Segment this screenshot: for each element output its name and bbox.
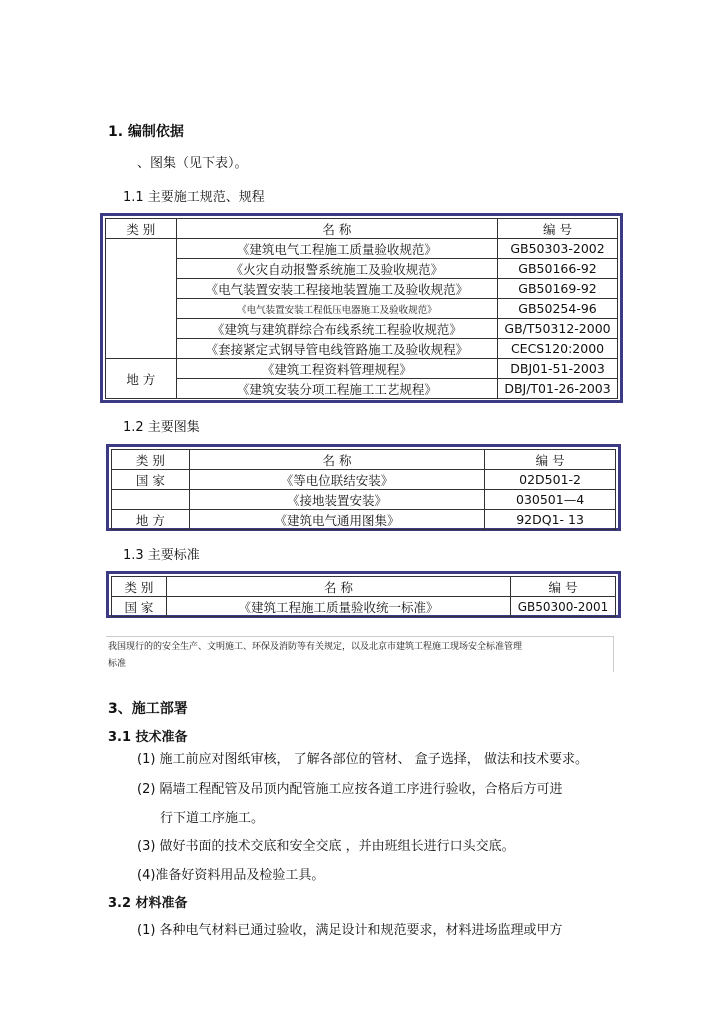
table-cell-name: 《电气装置安装工程接地装置施工及验收规范》: [176, 279, 497, 299]
list-item: (1) 施工前应对图纸审核， 了解各部位的管材、 盒子选择， 做法和技术要求。: [137, 752, 588, 767]
atlas-table: [111, 449, 616, 530]
header-category: 类 别: [112, 450, 190, 470]
table-cell-name: 《电气装置安装工程低压电器施工及验收规范》: [176, 299, 497, 319]
header-name: 名 称: [189, 450, 484, 470]
table-row: [112, 490, 616, 510]
header-category: 类 别: [106, 219, 177, 239]
subsection-3-1: 3.1 技术准备: [108, 730, 188, 745]
list-item: (4)准备好资料用品及检验工具。: [137, 868, 325, 883]
table-row: [106, 339, 618, 359]
table-row: [106, 259, 618, 279]
subsection-3-2: 3.2 材料准备: [108, 896, 188, 911]
subsection-1-1: 1.1 主要施工规范、规程: [123, 190, 265, 205]
header-name: 名 称: [166, 577, 510, 597]
safety-note-line-1: 我国现行的的安全生产、文明施工、环保及消防等有关规定，以及北京市建筑工程施工现场安全标准管理: [108, 642, 523, 652]
table-cell-code: GB50254-96: [498, 299, 618, 319]
subsection-1-3: 1.3 主要标准: [123, 548, 200, 563]
table-cell-code: 030501—4: [485, 490, 616, 510]
list-item: (3) 做好书面的技术交底和安全交底 ，并由班组长进行口头交底。: [137, 839, 515, 854]
header-category: 类 别: [112, 577, 167, 597]
table-row: [106, 299, 618, 319]
standards-table: [111, 576, 616, 617]
table-row: [106, 319, 618, 339]
table-cell-name: 《接地装置安装》: [189, 490, 484, 510]
section-1-heading: 1. 编制依据: [108, 124, 184, 140]
table-cell-category: [106, 239, 177, 359]
table-cell-code: GB/T50312-2000: [498, 319, 618, 339]
header-code: 编 号: [485, 450, 616, 470]
table-cell-name: 《建筑与建筑群综合布线系统工程验收规范》: [176, 319, 497, 339]
table-cell-category: 地 方: [106, 359, 177, 399]
table-cell-name: 《建筑工程施工质量验收统一标准》: [166, 597, 510, 617]
table-row: [106, 379, 618, 399]
table-cell-code: GB50303-2002: [498, 239, 618, 259]
section-1-intro: 、图集（见下表）。: [137, 156, 248, 171]
table-cell-code: DBJ/T01-26-2003: [498, 379, 618, 399]
table-cell-name: 《建筑工程资料管理规程》: [176, 359, 497, 379]
section-3-heading: 3、施工部署: [108, 701, 188, 717]
table-cell-category: 国 家: [112, 597, 167, 617]
table-cell-code: 92DQ1- 13: [485, 510, 616, 530]
table-row: [112, 470, 616, 490]
table-cell-name: 《等电位联结安装》: [189, 470, 484, 490]
table-cell-category: 国 家: [112, 470, 190, 490]
header-code: 编 号: [511, 577, 616, 597]
table-row: [112, 510, 616, 530]
table-cell-category: [112, 490, 190, 510]
list-item: 行下道工序施工。: [160, 811, 265, 826]
table-cell-code: CECS120:2000: [498, 339, 618, 359]
table-row: [106, 359, 618, 379]
table-cell-name: 《建筑电气通用图集》: [189, 510, 484, 530]
table-cell-code: DBJ01-51-2003: [498, 359, 618, 379]
table-row: [106, 279, 618, 299]
header-code: 编 号: [498, 219, 618, 239]
table-cell-code: 02D501-2: [485, 470, 616, 490]
list-item: (1) 各种电气材料已通过验收，满足设计和规范要求，材料进场监理或甲方: [137, 923, 563, 938]
subsection-1-2: 1.2 主要图集: [123, 420, 200, 435]
table-header-row: [112, 450, 616, 470]
table-header-row: [106, 219, 618, 239]
table-header-row: [112, 577, 616, 597]
header-name: 名 称: [176, 219, 497, 239]
safety-note-line-2: 标准: [108, 659, 127, 669]
table-cell-code: GB50169-92: [498, 279, 618, 299]
safety-note: [106, 636, 614, 672]
table-cell-name: 《套接紧定式钢导管电线管路施工及验收规程》: [176, 339, 497, 359]
table-cell-category: 地 方: [112, 510, 190, 530]
regulations-table: [105, 218, 618, 399]
table-cell-name: 《建筑电气工程施工质量验收规范》: [176, 239, 497, 259]
list-item: (2) 隔墙工程配管及吊顶内配管施工应按各道工序进行验收，合格后方可进: [137, 782, 563, 797]
table-row: [106, 239, 618, 259]
table-cell-name: 《火灾自动报警系统施工及验收规范》: [176, 259, 497, 279]
table-cell-code: GB50300-2001: [511, 597, 616, 617]
table-row: [112, 597, 616, 617]
table-cell-name: 《建筑安装分项工程施工工艺规程》: [176, 379, 497, 399]
table-cell-code: GB50166-92: [498, 259, 618, 279]
